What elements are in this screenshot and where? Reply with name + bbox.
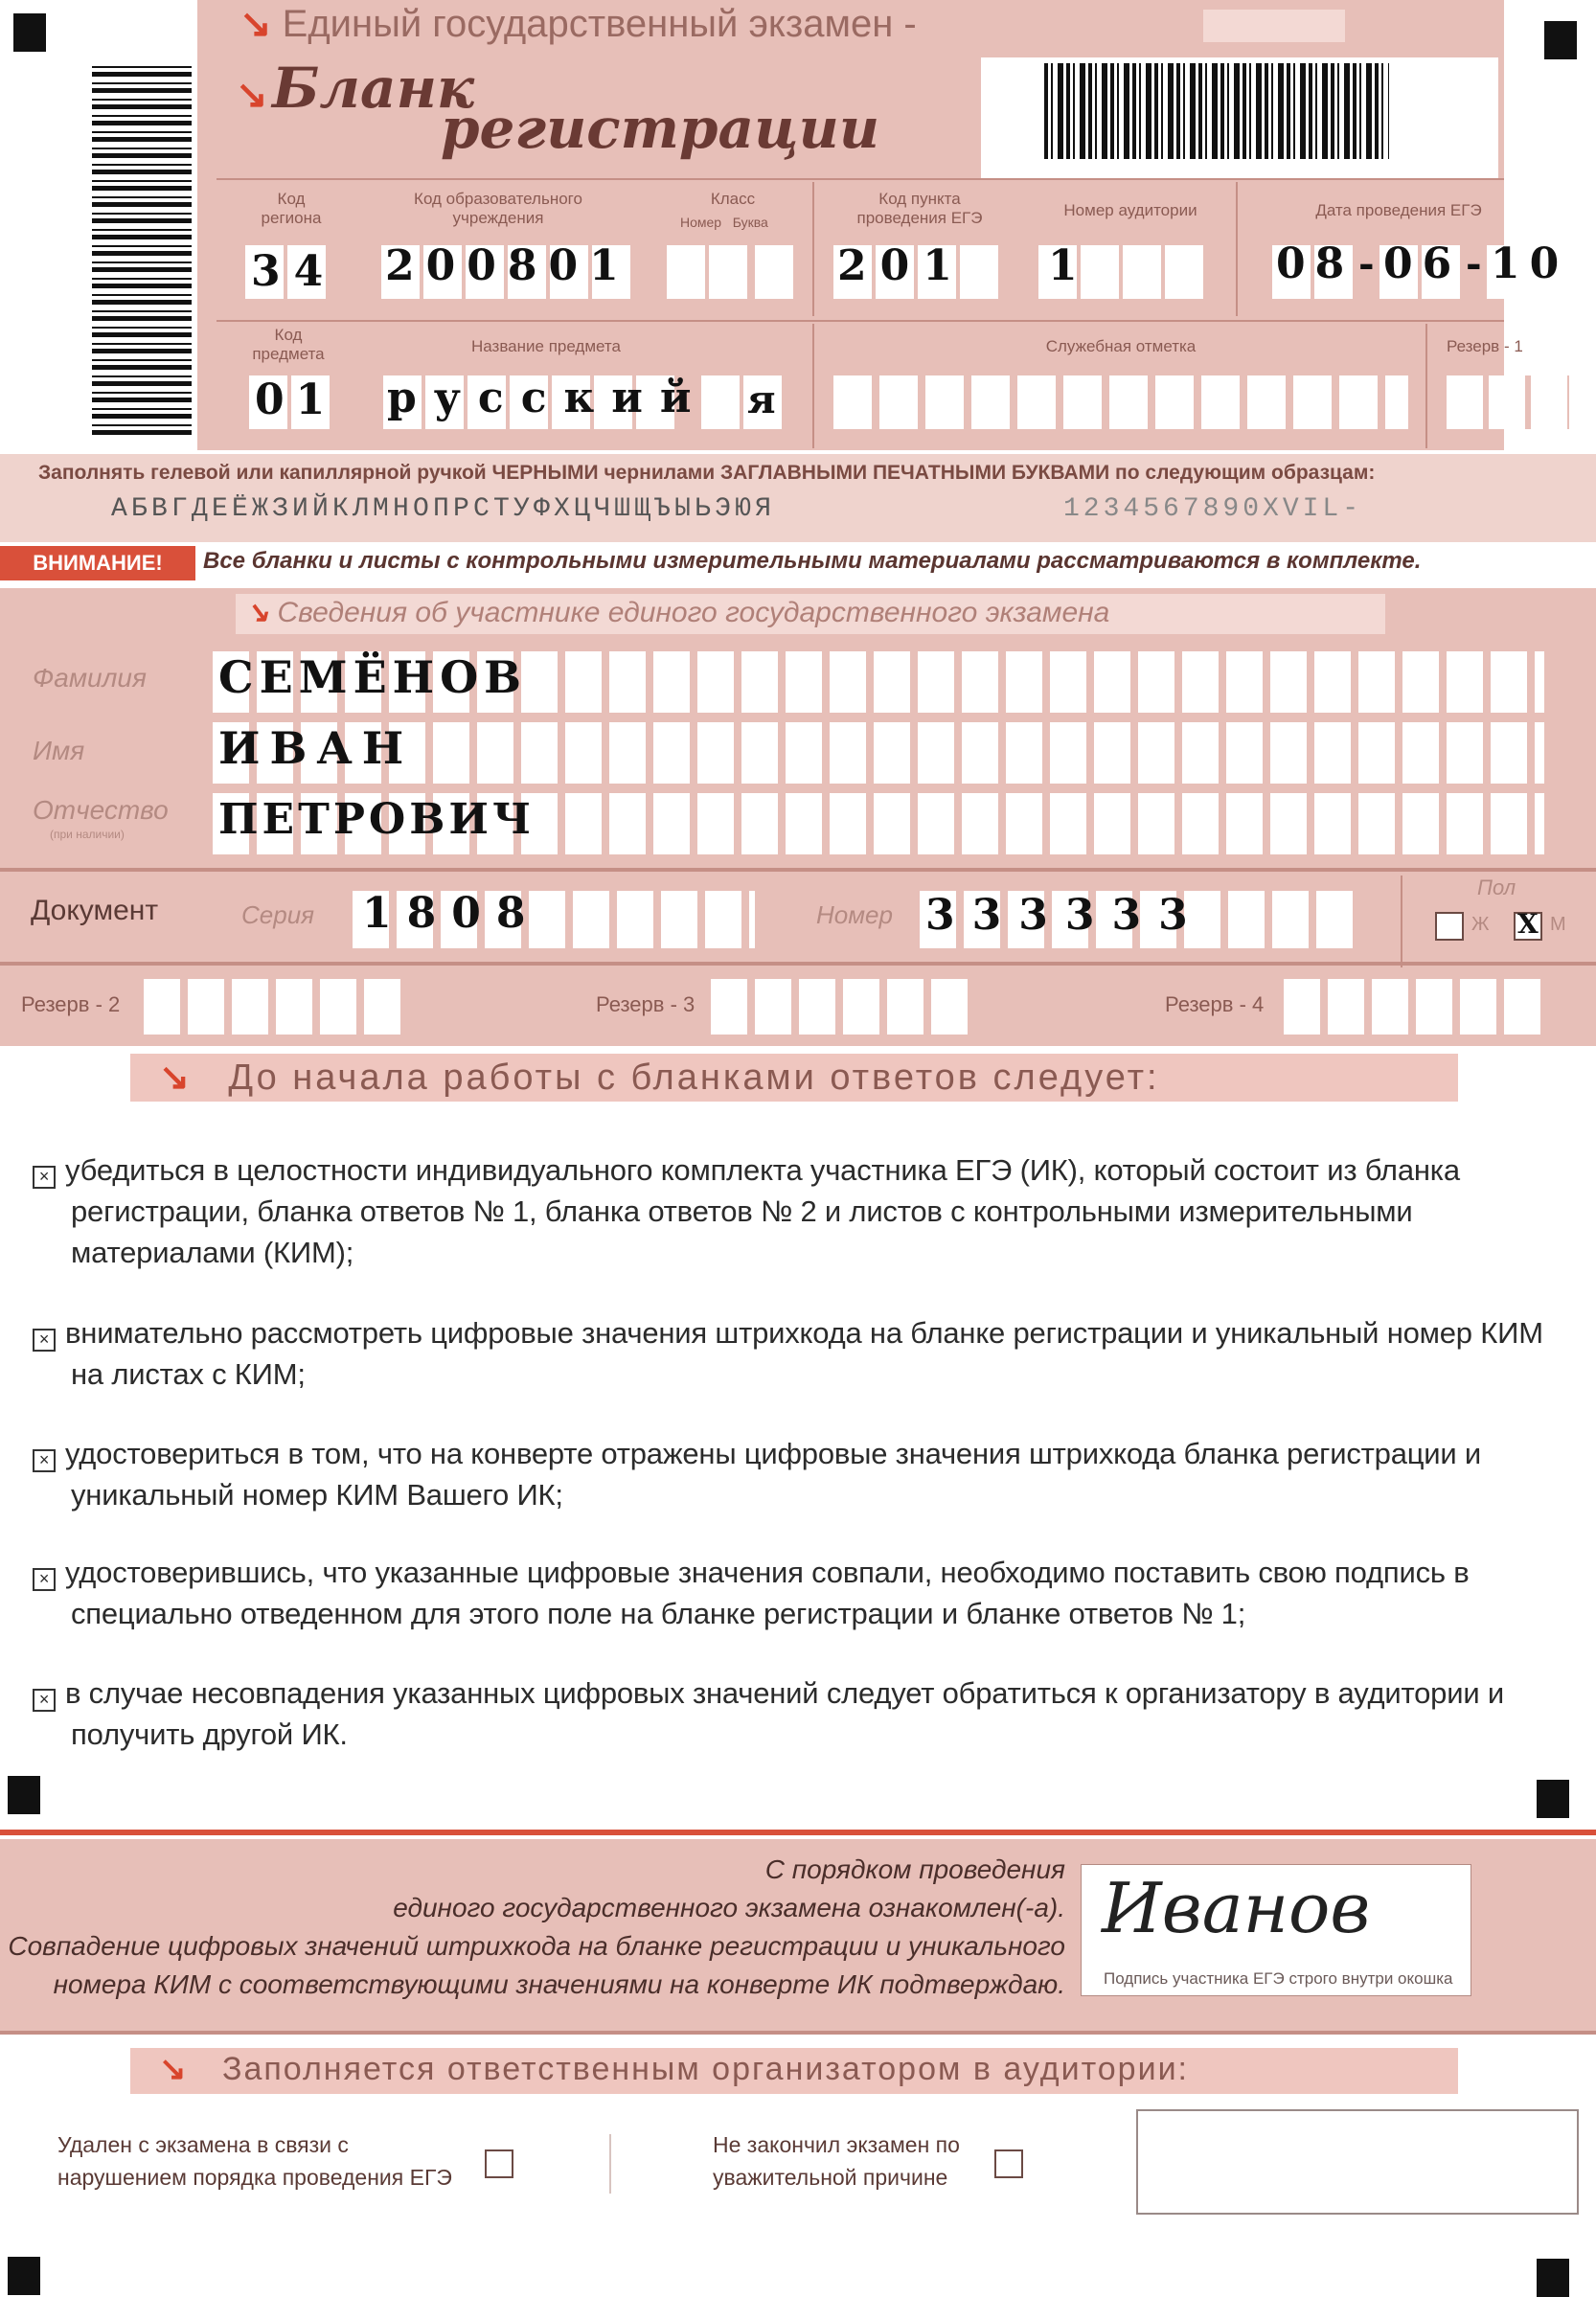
arrow-icon: ↘ [245, 597, 270, 628]
exam-title-text: Единый государственный экзамен - [282, 3, 917, 45]
point-cell-4[interactable] [960, 245, 998, 299]
class-label: Класс [710, 190, 756, 208]
signature-band-top-line [0, 1830, 1596, 1835]
before-start-title-text: До начала работы с бланками ответов следует: [228, 1058, 1160, 1098]
removed-label-line-2: нарушением порядка проведения ЕГЭ [57, 2165, 452, 2190]
signature-band-bottom-line [0, 2031, 1596, 2035]
reserve2-label: Резерв - 2 [21, 992, 121, 1016]
signature-caption: Подпись участника ЕГЭ строго внутри окошка [1104, 1969, 1453, 1988]
row1-divider [217, 178, 1504, 180]
surname-value: СЕМЁНОВ [218, 651, 528, 703]
room-label: Номер аудитории [1063, 201, 1197, 219]
room-cell-4[interactable] [1165, 245, 1203, 299]
region-label: Код региона [261, 190, 322, 227]
instruction-line: удостовериться в том, что на конверте отражены цифровые значения штрихкода бланка регистрации и [65, 1437, 1482, 1470]
date-label: Дата проведения ЕГЭ [1315, 201, 1482, 219]
patronymic-value: ПЕТРОВИЧ [218, 795, 536, 844]
point-value: 201 [837, 241, 966, 290]
instruction-line: регистрации, бланка ответов № 1, бланка ответов № 2 и листов с контрольными измерительными [71, 1194, 1413, 1228]
date-sep-1: - [1358, 241, 1375, 286]
instruction-line: специально отведенном для этого поле на бланке регистрации и бланке ответов № 1; [71, 1597, 1246, 1630]
gender-female-label: Ж [1471, 914, 1490, 935]
checkbox-icon: × [33, 1568, 56, 1591]
gender-male-mark: X [1517, 908, 1539, 940]
before-start-title [159, 1056, 1160, 1099]
instruction-item [33, 1312, 1575, 1395]
instruction-item [33, 1552, 1575, 1634]
reserve3-label: Резерв - 3 [596, 992, 695, 1016]
row1-vertical-divider-2 [1236, 182, 1238, 316]
subject-name-value: русский [387, 374, 709, 422]
exam-title [239, 2, 917, 46]
instruction-item [33, 1433, 1575, 1515]
vertical-barcode [92, 61, 192, 435]
signature: Иванов [1102, 1868, 1371, 1948]
class-sub-label: Номер Буква [680, 215, 768, 230]
sample-digits: 1234567890XVIL- [1063, 494, 1363, 524]
number-value: 333333 [925, 891, 1205, 940]
fill-instructions-text: Заполнять гелевой или капиллярной ручкой ЧЕРНЫМИ чернилами ЗАГЛАВНЫМИ ПЕЧАТНЫМИ БУКВАМИ по следующим образцам: [38, 462, 1376, 484]
room-value: 1 [1048, 241, 1078, 290]
instruction-line: в случае несовпадения указанных цифровых значений следует обратиться к организатору в аудитории и [65, 1676, 1504, 1710]
removed-label [57, 2128, 452, 2194]
class-number-cell-2[interactable] [709, 245, 747, 299]
subject-name-label: Название предмета [471, 337, 621, 355]
instruction-line: получить другой ИК. [71, 1717, 348, 1751]
date-year: 10 [1491, 239, 1569, 288]
instruction-line: материалами (КИМ); [71, 1236, 354, 1269]
warning-badge: ВНИМАНИЕ! [0, 546, 195, 580]
not-finished-label [713, 2128, 960, 2194]
reserve4-cells[interactable] [1284, 979, 1544, 1035]
point-label: Код пункта проведения ЕГЭ [856, 190, 983, 227]
organizer-divider [609, 2134, 611, 2194]
registration-marker-top-right [1544, 21, 1577, 59]
instruction-line: на листах с КИМ; [71, 1357, 306, 1391]
gender-female-checkbox[interactable] [1435, 912, 1464, 941]
not-finished-label-line-1: Не закончил экзамен по [713, 2132, 960, 2157]
room-cell-3[interactable] [1123, 245, 1161, 299]
subject-code-value: 01 [255, 375, 337, 424]
ack-line-4: номера КИМ с соответствующими значениями на конверте ИК подтверждаю. [53, 1969, 1065, 1999]
service-label: Служебная отметка [1045, 337, 1197, 355]
subject-name-extra: я [747, 377, 776, 422]
signature-text-block [0, 1851, 1065, 2004]
instruction-line: уникальный номер КИМ Вашего ИК; [71, 1478, 563, 1512]
subject-code-label: Код предмета [252, 326, 325, 363]
row2-vertical-divider [812, 324, 814, 448]
row1-vertical-divider-1 [812, 182, 814, 316]
date-sep-2: - [1466, 241, 1482, 286]
arrow-icon: ↘ [159, 2051, 189, 2087]
form-title-line2: регистрации [441, 96, 879, 161]
gender-male-label: М [1550, 914, 1566, 935]
registration-marker-mid-right [1537, 1780, 1569, 1818]
number-label: Номер [816, 900, 893, 929]
organizer-title-text: Заполняется ответственным организатором в аудитории: [221, 2051, 1190, 2087]
participant-title-text: Сведения об участнике единого государственного экзамена [277, 597, 1110, 628]
class-number-cell-1[interactable] [667, 245, 705, 299]
checkbox-icon: × [33, 1449, 56, 1472]
instruction-line: убедиться в целостности индивидуального комплекта участника ЕГЭ (ИК), который состоит из бланка [65, 1153, 1460, 1187]
document-divider-top [0, 868, 1596, 872]
date-month: 06 [1383, 239, 1462, 288]
instruction-item [33, 1672, 1575, 1755]
exam-year-box [1203, 10, 1345, 42]
series-label: Серия [241, 900, 315, 929]
school-label: Код образовательного учреждения [414, 190, 582, 227]
gender-divider [1401, 876, 1402, 967]
ack-line-1: С порядком проведения [764, 1854, 1065, 1884]
form-title [236, 56, 474, 121]
registration-marker-top-left [13, 13, 46, 52]
reserve3-cells[interactable] [711, 979, 971, 1035]
not-finished-checkbox[interactable] [994, 2149, 1023, 2178]
reserve1-label: Резерв - 1 [1447, 337, 1523, 355]
date-day: 08 [1276, 239, 1355, 288]
reserve4-label: Резерв - 4 [1165, 992, 1265, 1016]
instruction-item [33, 1149, 1575, 1273]
arrow-icon: ↘ [239, 3, 272, 45]
arrow-icon: ↘ [236, 74, 268, 116]
surname-label: Фамилия [33, 663, 147, 693]
registration-marker-bottom-right [1537, 2259, 1569, 2297]
ack-line-2: единого государственного экзамена ознакомлен(-а). [393, 1893, 1065, 1922]
removed-label-line-1: Удален с экзамена в связи с [57, 2132, 349, 2157]
region-value: 34 [251, 247, 337, 296]
removed-checkbox[interactable] [485, 2149, 513, 2178]
warning-text: Все бланки и листы с контрольными измерительными материалами рассматриваются в комплекте. [203, 548, 1422, 574]
sample-letters: АБВГДЕЁЖЗИЙКЛМНОПРСТУФХЦЧШЩЪЫЬЭЮЯ [111, 494, 776, 524]
registration-marker-bottom-left [8, 2257, 40, 2295]
form-title-line1: Бланк [271, 56, 475, 121]
registration-marker-mid-left [8, 1776, 40, 1814]
organizer-title [159, 2050, 1189, 2088]
school-value: 200801 [385, 241, 630, 290]
checkbox-icon: × [33, 1166, 56, 1189]
service-mark-cells[interactable] [833, 375, 1408, 429]
barcode [1044, 63, 1389, 159]
reserve1-cells[interactable] [1447, 375, 1569, 429]
class-letter-cell[interactable] [755, 245, 793, 299]
ack-line-3: Совпадение цифровых значений штрихкода на бланке регистрации и уникального [8, 1931, 1065, 1961]
arrow-icon: ↘ [159, 1058, 193, 1098]
instruction-line: внимательно рассмотреть цифровые значения штрихкода на бланке регистрации и уникальный номер КИМ [65, 1316, 1543, 1350]
row2-vertical-divider-2 [1425, 324, 1427, 448]
series-value: 1808 [362, 889, 541, 938]
row2-divider [217, 320, 1504, 322]
not-finished-label-line-2: уважительной причине [713, 2165, 948, 2190]
name-label: Имя [33, 736, 85, 765]
instruction-line: удостоверившись, что указанные цифровые значения совпали, необходимо поставить свою подпись в [65, 1556, 1470, 1589]
reserves-divider-top [0, 962, 1596, 966]
gender-label: Пол [1477, 876, 1516, 899]
reserve2-cells[interactable] [144, 979, 404, 1035]
organizer-signature-box[interactable] [1136, 2109, 1579, 2215]
patronymic-label: Отчество [33, 795, 169, 825]
participant-title [245, 596, 1109, 629]
checkbox-icon: × [33, 1329, 56, 1352]
name-value: ИВАН [218, 722, 414, 774]
room-cell-2[interactable] [1081, 245, 1119, 299]
patronymic-sublabel: (при наличии) [50, 828, 125, 841]
document-label: Документ [31, 895, 159, 926]
checkbox-icon: × [33, 1689, 56, 1712]
